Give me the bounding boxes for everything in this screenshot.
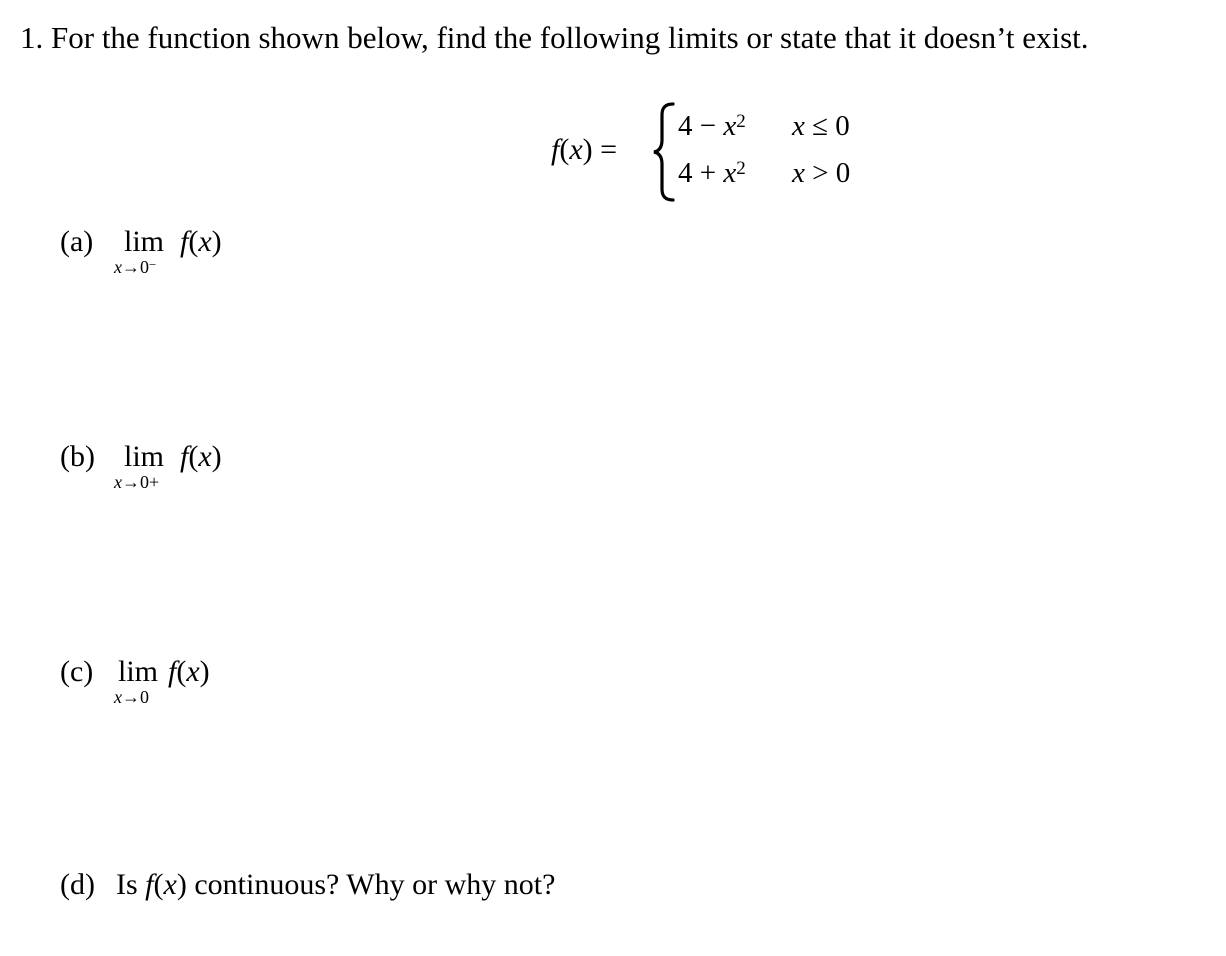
part-a-lim: lim [124, 225, 165, 258]
left-brace-icon [652, 102, 676, 202]
part-a-label: (a) [60, 225, 94, 258]
problem-number: 1. [20, 20, 44, 55]
part-b-function: f(x) [180, 440, 222, 473]
case-1-expression: $4 - x^2$ [678, 110, 746, 142]
part-c-lim: lim [118, 655, 159, 688]
part-b-label: (b) [60, 440, 95, 473]
case-1-condition: x ≤ 0 [792, 110, 850, 142]
case-2-condition: x > 0 [792, 157, 851, 189]
function-lhs: f(x) = [551, 133, 618, 166]
piecewise-function [551, 102, 881, 202]
case-2-expression: $4 + x^2$ [678, 157, 746, 189]
part-a-function: f(x) [180, 225, 222, 258]
problem-prompt: For the function shown below, find the following limits or state that it doesn’t exist. [51, 20, 1089, 55]
part-b-limit-subscript: x→0+ [114, 472, 160, 492]
part-d-label: (d) [60, 868, 95, 901]
part-a-limit-subscript: x→0− [114, 257, 157, 277]
part-d-question: Is f(x) continuous? Why or why not? [116, 868, 556, 901]
part-b-lim: lim [124, 440, 165, 473]
part-c-function: f(x) [168, 655, 210, 688]
problem-heading [20, 18, 1089, 58]
part-c-label: (c) [60, 655, 94, 688]
part-c-limit-subscript: x→0 [114, 687, 149, 707]
